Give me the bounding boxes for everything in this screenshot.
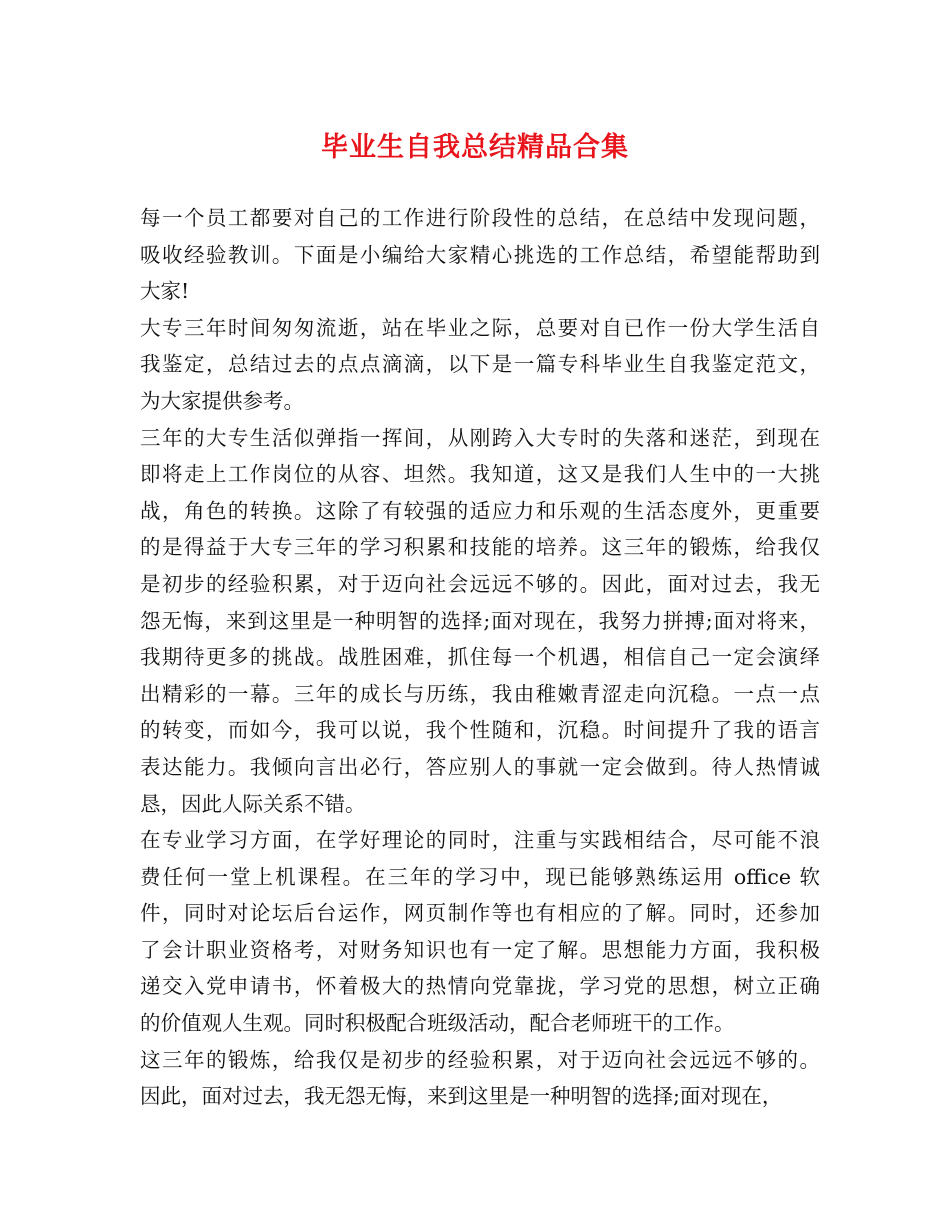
paragraph-line: 件，同时对论坛后台运作，网页制作等也有相应的了解。同时，还参加 — [140, 901, 820, 926]
paragraph-line: 因此，面对过去，我无怨无悔，来到这里是一种明智的选择;面对现在， — [140, 1084, 783, 1109]
paragraph-line: 在专业学习方面，在学好理论的同时，注重与实践相结合，尽可能不浪 — [140, 828, 820, 853]
paragraph-line: 恳，因此人际关系不错。 — [140, 791, 366, 816]
paragraph-line: 三年的大专生活似弹指一挥间，从刚跨入大专时的失落和迷茫，到现在 — [140, 425, 820, 450]
paragraph-line: 我期待更多的挑战。战胜困难，抓住每一个机遇，相信自己一定会演绎 — [140, 645, 820, 670]
paragraph-line: 的是得益于大专三年的学习积累和技能的培养。这三年的锻炼，给我仅 — [140, 535, 820, 560]
paragraph-line: 的价值观人生观。同时积极配合班级活动，配合老师班干的工作。 — [140, 1011, 735, 1036]
paragraph — [140, 420, 820, 823]
paragraph-line: 战，角色的转换。这除了有较强的适应力和乐观的生活态度外，更重要 — [140, 498, 820, 523]
paragraph-line: 这三年的锻炼，给我仅是初步的经验积累，对于迈向社会远远不够的。 — [140, 1047, 820, 1072]
paragraph-line: 的转变，而如今，我可以说，我个性随和，沉稳。时间提升了我的语言 — [140, 718, 820, 743]
paragraph-line: 吸收经验教训。下面是小编给大家精心挑选的工作总结，希望能帮助到 — [140, 242, 820, 267]
paragraph-line: 大家! — [140, 279, 190, 304]
paragraph-line: 表达能力。我倾向言出必行，答应别人的事就一定会做到。待人热情诚 — [140, 754, 820, 779]
paragraph-line: 了会计职业资格考，对财务知识也有一定了解。思想能力方面，我积极 — [140, 937, 820, 962]
paragraph-line: 大专三年时间匆匆流逝，站在毕业之际，总要对自已作一份大学生活自 — [140, 315, 820, 340]
paragraph — [140, 822, 820, 1042]
paragraph-line: 递交入党申请书，怀着极大的热情向党靠拢，学习党的思想，树立正确 — [140, 974, 820, 999]
paragraph-line: 怨无悔，来到这里是一种明智的选择;面对现在，我努力拼搏;面对将来， — [140, 608, 820, 633]
paragraph-line: 为大家提供参考。 — [140, 388, 304, 413]
document-body — [140, 200, 820, 1115]
paragraph — [140, 310, 820, 420]
paragraph — [140, 200, 820, 310]
paragraph-line: 出精彩的一幕。三年的成长与历练，我由稚嫩青涩走向沉稳。一点一点 — [140, 681, 820, 706]
paragraph — [140, 1042, 820, 1115]
paragraph-line: 每一个员工都要对自己的工作进行阶段性的总结，在总结中发现问题， — [140, 206, 820, 230]
paragraph-line: 我鉴定，总结过去的点点滴滴，以下是一篇专科毕业生自我鉴定范文， — [140, 352, 820, 377]
paragraph-line: 是初步的经验积累，对于迈向社会远远不够的。因此，面对过去，我无 — [140, 571, 820, 596]
paragraph-line: 即将走上工作岗位的从容、坦然。我知道，这又是我们人生中的一大挑 — [140, 462, 820, 487]
document-title: 毕业生自我总结精品合集 — [321, 132, 629, 163]
paragraph-line: 费任何一堂上机课程。在三年的学习中，现已能够熟练运用 office 软 — [140, 864, 820, 889]
